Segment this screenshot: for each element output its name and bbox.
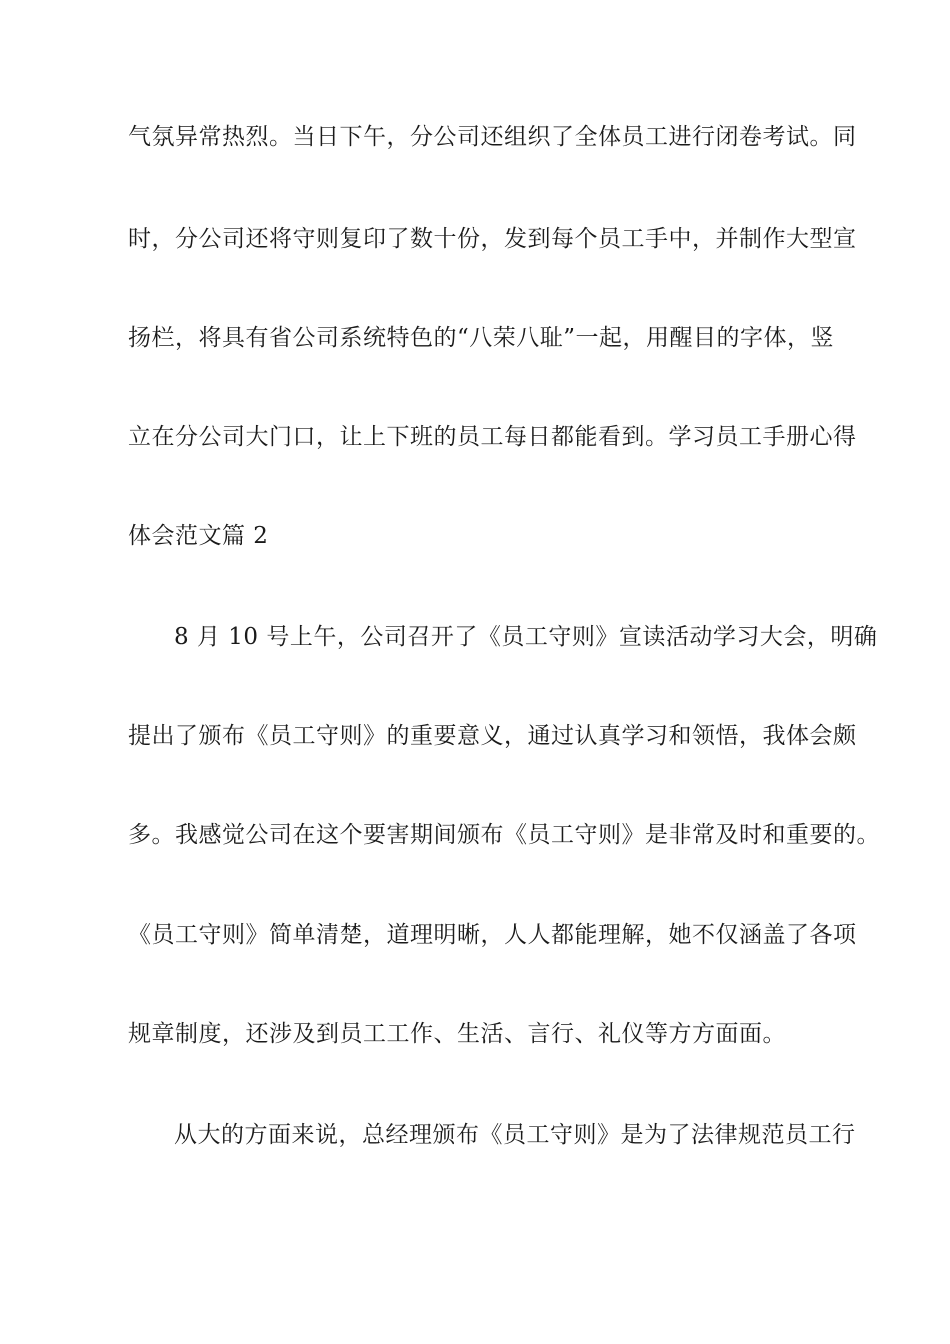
text-line-3: 扬栏，将具有省公司系统特色的“八荣八耻”一起，用醒目的字体，竖 [128, 325, 835, 351]
section-heading-line: 体会范文篇 2 [128, 523, 269, 549]
paragraph-2-start: 8 月 10 号上午，公司召开了《员工守则》宣读活动学习大会，明确 [174, 624, 878, 650]
paragraph-3-start: 从大的方面来说，总经理颁布《员工守则》是为了法律规范员工行 [174, 1122, 856, 1148]
text-line-1: 气氛异常热烈。当日下午，分公司还组织了全体员工进行闭卷考试。同 [128, 124, 857, 150]
text-line-4: 立在分公司大门口，让上下班的员工每日都能看到。学习员工手册心得 [128, 424, 857, 450]
text-line-7: 提出了颁布《员工守则》的重要意义，通过认真学习和领悟，我体会颇 [128, 723, 857, 749]
text-line-9: 《员工守则》简单清楚，道理明晰，人人都能理解，她不仅涵盖了各项 [128, 922, 857, 948]
text-line-10: 规章制度，还涉及到员工工作、生活、言行、礼仪等方方面面。 [128, 1021, 786, 1047]
text-line-2: 时，分公司还将守则复印了数十份，发到每个员工手中，并制作大型宣 [128, 226, 857, 252]
text-line-8: 多。我感觉公司在这个要害期间颁布《员工守则》是非常及时和重要的。 [128, 822, 880, 848]
